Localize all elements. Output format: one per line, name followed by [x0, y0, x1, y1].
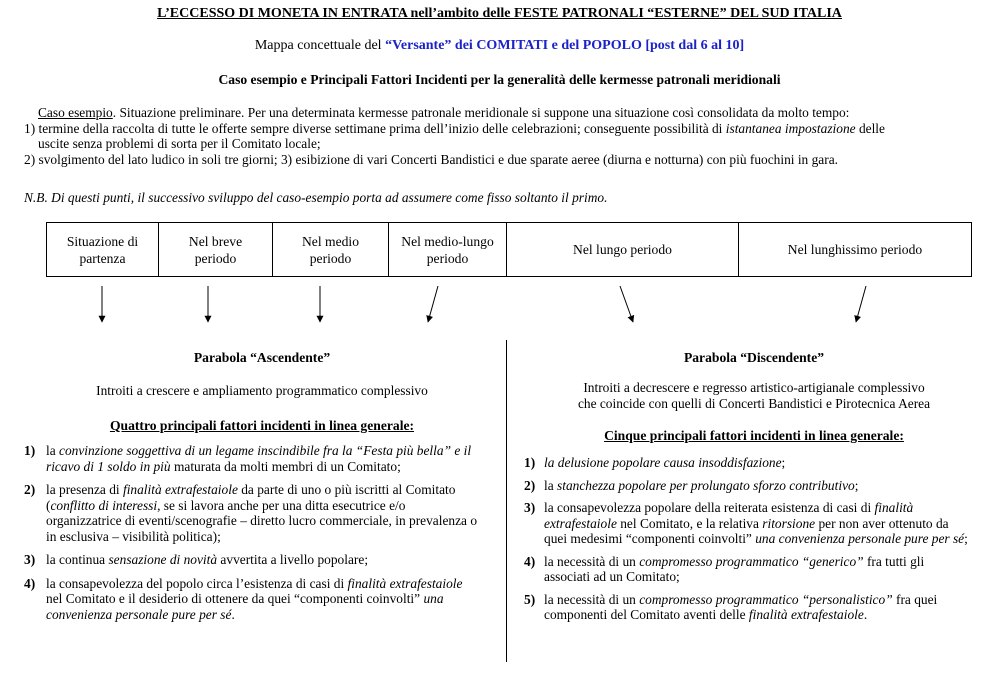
subtitle-highlight: “Versante” dei COMITATI e del POPOLO [post dal 6 al 10]	[385, 38, 745, 53]
list-item: 2) la stanchezza popolare per prolungato sforzo contributivo;	[524, 477, 859, 493]
timeline-cell-start: Situazione di partenza	[47, 223, 159, 276]
timeline-cell-medium-long: Nel medio-lungo periodo	[389, 223, 507, 276]
intro-point1-b: delle	[855, 120, 885, 136]
intro-point2: 2) svolgimento del lato ludico in soli tre giorni; 3) esibizione di vari Concerti Bandistici e due sparate aeree (diurna e notturna) con più fuochini in gara.	[24, 151, 838, 167]
subtitle-prefix: Mappa concettuale del	[254, 38, 386, 53]
list-item: 1) la convinzione soggettiva di un legame inscindibile fra la “Festa più bella” e il ricavo di 1 soldo in più maturata da molti membri di un Comitato;	[24, 443, 472, 474]
intro-point1-c: uscite senza problemi di sorta per il Comitato locale;	[38, 136, 321, 151]
timeline-cell-longest: Nel lunghissimo periodo	[787, 242, 923, 257]
list-item: 5) la necessità di un compromesso programmatico “personalistico” fra quei componenti del Comitato aventi delle finalità extrafestaiole.	[524, 591, 938, 622]
arrow-down-icon	[856, 286, 866, 322]
arrow-down-icon	[428, 286, 438, 322]
timeline-cell-long: Nel lungo periodo	[507, 223, 739, 276]
page-subtitle	[0, 38, 999, 54]
timeline-table	[46, 222, 972, 277]
page-title: L’ECCESSO DI MONETA IN ENTRATA nell’ambito delle FESTE PATRONALI “ESTERNE” DEL SUD ITALIA	[157, 6, 842, 21]
list-item: 2) la presenza di finalità extrafestaiole da parte di uno o più iscritti al Comitato (conflitto di interessi, se si lavora anche per una ditta esecutrice e/o organizzatrice di eventi/scenografie – diretto lucro commerciale, in prevalenza o in esclusiva – visibilità politica);	[24, 482, 478, 544]
right-subheading-1: Introiti a decrescere e regresso artistico-artigianale complessivo	[583, 380, 925, 395]
right-heading: Parabola “Discendente”	[683, 350, 825, 365]
intro-point1-a: 1) termine della raccolta di tutte le offerte sempre diverse settimane prima dell’inizio delle celebrazioni; conseguente possibilità di	[24, 120, 726, 136]
nb-note: N.B. Di questi punti, il successivo sviluppo del caso-esempio porta ad assumere come fisso soltanto il primo.	[24, 190, 608, 205]
list-item: 1) la delusione popolare causa insoddisfazione;	[524, 455, 786, 470]
right-factors-list	[524, 455, 972, 630]
left-heading: Parabola “Ascendente”	[193, 350, 331, 365]
intro-label: Caso esempio	[38, 105, 113, 120]
timeline-cell-medium: Nel medio periodo	[273, 223, 389, 276]
right-subheading-2: che coincide con quelli di Concerti Bandistici e Pirotecnica Aerea	[577, 396, 931, 411]
left-factors-heading: Quattro principali fattori incidenti in linea generale:	[109, 418, 415, 433]
intro-point1-em: istantanea impostazione	[725, 120, 856, 136]
arrow-down-icon	[620, 286, 633, 322]
list-item: 4) la necessità di un compromesso programmatico “generico” fra tutti gli associati ad un Comitato;	[524, 553, 925, 584]
timeline-cell-short: Nel breve periodo	[159, 223, 273, 276]
list-item: 3) la consapevolezza popolare della reiterata esistenza di casi di finalità extrafestaiole nel Comitato, e la relativa ritorsione per non aver ottenuto da quei medesimi “componenti coinvolti” una convenienza personale pure per sé;	[524, 500, 968, 546]
intro-text: . Situazione preliminare. Per una determinata kermesse patronale meridionale si suppone una situazione così consolidata da molto tempo:	[112, 105, 850, 120]
column-divider	[506, 340, 507, 662]
case-heading: Caso esempio e Principali Fattori Incidenti per la generalità delle kermesse patronali meridionali	[218, 72, 781, 87]
list-item: 4) la consapevolezza del popolo circa l’esistenza di casi di finalità extrafestaiole nel Comitato e il desiderio di ottenere da quei “componenti coinvolti” una convenienza personale pure per sé.	[24, 575, 463, 622]
right-factors-heading: Cinque principali fattori incidenti in linea generale:	[604, 428, 904, 443]
list-item: 3) la continua sensazione di novità avvertita a livello popolare;	[24, 552, 369, 567]
left-subheading: Introiti a crescere e ampliamento programmatico complessivo	[96, 383, 428, 398]
left-factors-list	[24, 443, 482, 630]
intro-block	[24, 105, 989, 167]
timeline-arrows	[0, 280, 999, 328]
